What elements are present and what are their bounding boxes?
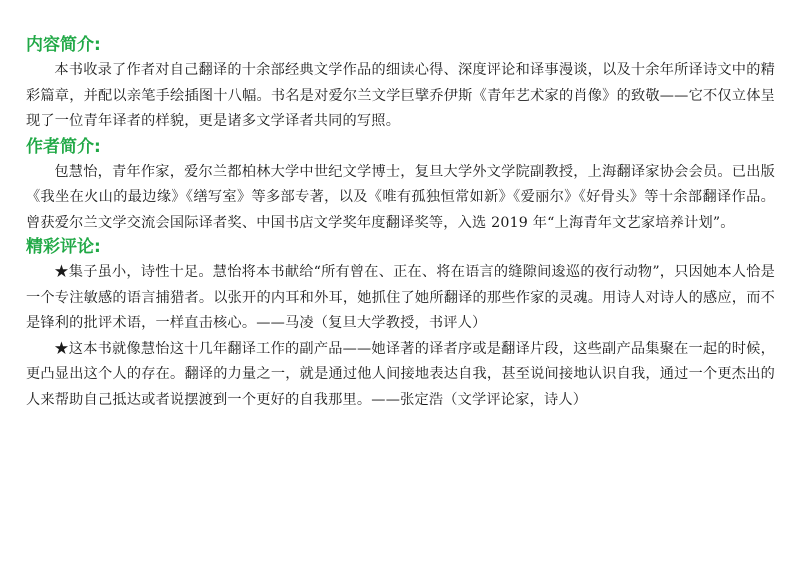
author-paragraph: 包慧怡，青年作家，爱尔兰都柏林大学中世纪文学博士，复旦大学外文学院副教授，上海翻译家协会会员。已出版《我坐在火山的最边缘》《缮写室》等多部专著，以及《唯有孤独恒常如新》《爱丽尔》《好骨头》等十余部翻译作品。曾获爱尔兰文学交流会国际译者奖、中国书店文学奖年度翻译奖等，入选 2019 年“上海青年文艺家培养计划”。 [26, 163, 775, 231]
reviews-section [26, 236, 775, 413]
author-section [26, 136, 775, 237]
author-heading: 作者简介: [26, 136, 101, 157]
review-paragraph: ★这本书就像慧怡这十几年翻译工作的副产品——她译著的译者序或是翻译片段，这些副产品集聚在一起的时候，更凸显出这个人的存在。翻译的力量之一，就是通过他人间接地表达自我，甚至说间接地认识自我，通过一个更杰出的人来帮助自己抵达或者说摆渡到一个更好的自我那里。——张定浩（文学评论家，诗人） [26, 340, 775, 408]
review-paragraph: ★集子虽小，诗性十足。慧怡将本书献给“所有曾在、正在、将在语言的缝隙间逡巡的夜行动物”，只因她本人恰是一个专注敏感的语言捕猎者。以张开的内耳和外耳，她抓住了她所翻译的那些作家的灵魂。用诗人对诗人的感应，而不是锋利的批评术语，一样直击核心。——马凌（复旦大学教授，书评人） [26, 264, 775, 331]
intro-section [26, 34, 775, 135]
intro-paragraph: 本书收录了作者对自己翻译的十余部经典文学作品的细读心得、深度评论和译事漫谈，以及十余年所译诗文中的精彩篇章，并配以亲笔手绘插图十八幅。书名是对爱尔兰文学巨擘乔伊斯《青年艺术家的肖像》的致敬——它不仅立体呈现了一位青年译者的样貌，更是诸多文学译者共同的写照。 [26, 62, 775, 129]
reviews-heading: 精彩评论: [26, 237, 101, 257]
intro-heading: 内容简介: [26, 35, 101, 55]
